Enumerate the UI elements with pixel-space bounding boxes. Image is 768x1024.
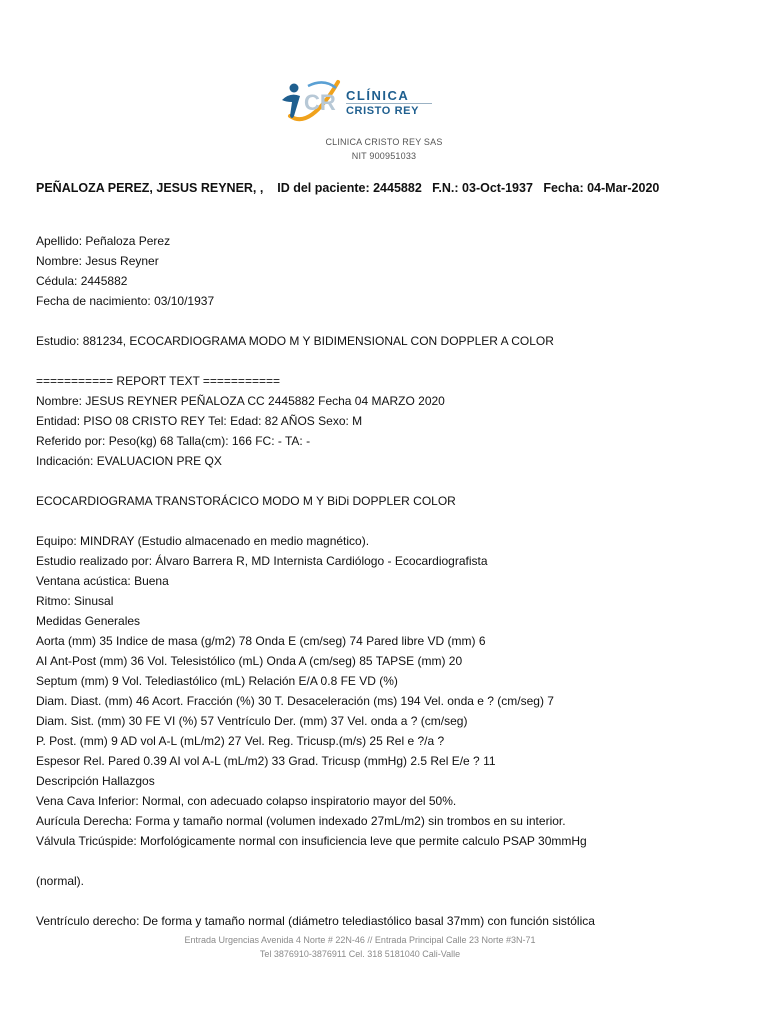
- report-line: Ventana acústica: Buena: [36, 574, 169, 588]
- report-line: Referido por: Peso(kg) 68 Talla(cm): 166 FC: - TA: -: [36, 434, 311, 448]
- clinic-logo: [280, 76, 440, 126]
- report-line: Ritmo: Sinusal: [36, 594, 114, 608]
- logo-monogram: CR: [304, 90, 336, 115]
- report-line: Nombre: JESUS REYNER PEÑALOZA CC 2445882 Fecha 04 MARZO 2020: [36, 394, 445, 408]
- report-line: Nombre: Jesus Reyner: [36, 254, 159, 268]
- report-line: Fecha de nacimiento: 03/10/1937: [36, 294, 215, 308]
- report-line: Estudio: 881234, ECOCARDIOGRAMA MODO M Y BIDIMENSIONAL CON DOPPLER A COLOR: [36, 334, 554, 348]
- report-line: Diam. Diast. (mm) 46 Acort. Fracción (%) 30 T. Desaceleración (ms) 194 Vel. onda e ? (cm/seg) 7: [36, 694, 554, 708]
- org-name: CLINICA CRISTO REY SAS: [325, 137, 443, 147]
- report-body: [36, 231, 736, 931]
- blank-line: [36, 471, 736, 491]
- report-line: Vena Cava Inferior: Normal, con adecuado colapso inspiratorio mayor del 50%.: [36, 794, 457, 808]
- report-line: AI Ant-Post (mm) 36 Vol. Telesistólico (mL) Onda A (cm/seg) 85 TAPSE (mm) 20: [36, 654, 463, 668]
- report-line: Septum (mm) 9 Vol. Telediastólico (mL) Relación E/A 0.8 FE VD (%): [36, 674, 398, 688]
- report-line: ECOCARDIOGRAMA TRANSTORÁCICO MODO M Y BiDi DOPPLER COLOR: [36, 494, 456, 508]
- report-line: Descripción Hallazgos: [36, 774, 155, 788]
- logo-subtitle: CRISTO REY: [346, 105, 420, 117]
- blank-line: [36, 351, 736, 371]
- report-line: Aorta (mm) 35 Indice de masa (g/m2) 78 Onda E (cm/seg) 74 Pared libre VD (mm) 6: [36, 634, 486, 648]
- report-line: Apellido: Peñaloza Perez: [36, 234, 171, 248]
- patient-header: PEÑALOZA PEREZ, JESUS REYNER, , ID del paciente: 2445882 F.N.: 03-Oct-1937 Fecha: 04-Mar-2020: [36, 181, 660, 195]
- report-line: Equipo: MINDRAY (Estudio almacenado en medio magnético).: [36, 534, 370, 548]
- blank-line: [36, 891, 736, 911]
- logo-divider: [346, 103, 432, 104]
- org-nit: NIT 900951033: [351, 151, 417, 161]
- report-line: Medidas Generales: [36, 614, 141, 628]
- blank-line: [36, 851, 736, 871]
- report-line: Válvula Tricúspide: Morfológicamente normal con insuficiencia leve que permite calculo PSAP 30mmHg: [36, 834, 587, 848]
- report-line: Diam. Sist. (mm) 30 FE VI (%) 57 Ventrículo Der. (mm) 37 Vel. onda a ? (cm/seg): [36, 714, 468, 728]
- report-line: Cédula: 2445882: [36, 274, 128, 288]
- footer-address: Entrada Urgencias Avenida 4 Norte # 22N-46 // Entrada Principal Calle 23 Norte #3N-71: [184, 935, 536, 945]
- report-line: Ventrículo derecho: De forma y tamaño normal (diámetro telediastólico basal 37mm) con función sistólica: [36, 914, 595, 928]
- report-line: =========== REPORT TEXT ===========: [36, 374, 280, 388]
- footer-contact: Tel 3876910-3876911 Cel. 318 5181040 Cali-Valle: [259, 949, 461, 959]
- report-line: Aurícula Derecha: Forma y tamaño normal (volumen indexado 27mL/m2) sin trombos en su interior.: [36, 814, 566, 828]
- blank-line: [36, 311, 736, 331]
- logo-wordmark: CLÍNICA: [346, 88, 410, 103]
- report-line: P. Post. (mm) 9 AD vol A-L (mL/m2) 27 Vel. Reg. Tricusp.(m/s) 25 Rel e ?/a ?: [36, 734, 445, 748]
- blank-line: [36, 511, 736, 531]
- report-line: Indicación: EVALUACION PRE QX: [36, 454, 222, 468]
- report-line: (normal).: [36, 874, 85, 888]
- clinic-logo-emblem: [280, 76, 346, 126]
- report-line: Entidad: PISO 08 CRISTO REY Tel: Edad: 82 AÑOS Sexo: M: [36, 414, 363, 428]
- report-line: Estudio realizado por: Álvaro Barrera R, MD Internista Cardiólogo - Ecocardiografista: [36, 554, 488, 568]
- report-line: Espesor Rel. Pared 0.39 AI vol A-L (mL/m2) 33 Grad. Tricusp (mmHg) 2.5 Rel E/e ? 11: [36, 754, 496, 768]
